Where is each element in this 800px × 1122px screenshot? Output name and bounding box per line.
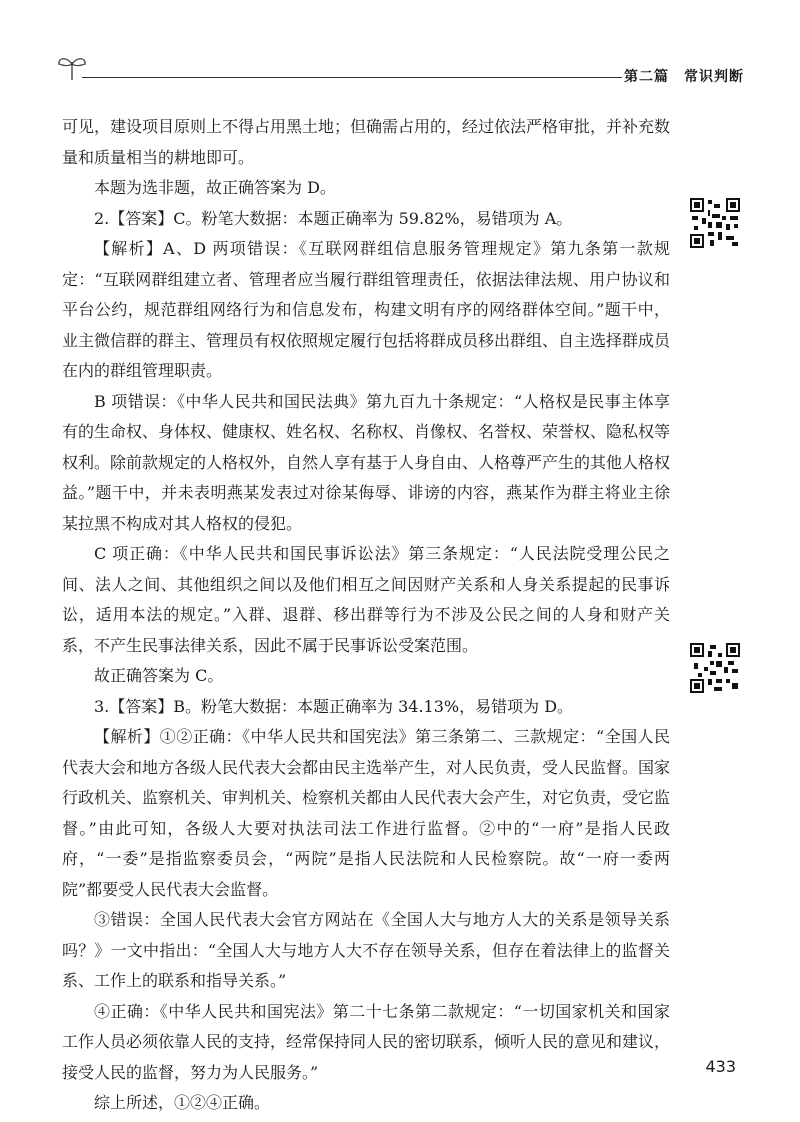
paragraph: 本题为选非题，故正确答案为 D。	[94, 178, 336, 197]
page-number: 433	[705, 1057, 736, 1076]
section-title: 第二篇 常识判断	[624, 69, 744, 85]
paragraph: B 项错误：《中华人民共和国民法典》第九百九十条规定：“人格权是民事主体享有的生命权、身体权、健康权、姓名权、名称权、肖像权、名誉权、荣誉权、隐私权等权利。除前款规定的人格权外，自然人享有基于人身自由、人格尊严产生的其他人格权益。”题干中，并未表明燕某发表过对徐某侮辱、诽谤的内容，燕某作为群主将业主徐某拉黑不构成对其人格权的侵犯。	[62, 391, 671, 533]
paragraph: 综上所述，①②④正确。	[94, 1093, 271, 1112]
header-rule	[82, 77, 622, 78]
paragraph: 故正确答案为 C。	[94, 666, 224, 685]
paragraph: ③错误：全国人民代表大会官方网站在《全国人大与地方人大的关系是领导关系吗？》一文中指出：“全国人大与地方人大不存在领导关系，但存在着法律上的监督关系、工作上的联系和指导关系。”	[62, 910, 670, 990]
answer-line: 3.【答案】B。粉笔大数据：本题正确率为 34.13%，易错项为 D。	[94, 696, 574, 716]
analysis-paragraph: 【解析】①②正确：《中华人民共和国宪法》第三条第二、三款规定：“全国人民代表大会和地方各级人民代表大会都由民主选举产生，对人民负责，受人民监督。国家行政机关、监察机关、审判机关、检察机关都由人民代表大会产生，对它负责，受它监督。”由此可知，各级人大要对执法司法工作进行监督。②中的“一府”是指人民政府，“一委”是指监察委员会，“两院”是指人民法院和人民检察院。故“一府一委两院”都要受人民代表大会监督。	[62, 727, 671, 899]
answer-line: 2.【答案】C。粉笔大数据：本题正确率为 59.82%，易错项为 A。	[94, 208, 573, 228]
analysis-paragraph: 【解析】A、D 两项错误：《互联网群组信息服务管理规定》第九条第一款规定：“互联网群组建立者、管理者应当履行群组管理责任，依据法律法规、用户协议和平台公约，规范群组网络行为和信息发布，构建文明有序的网络群体空间。”题干中，业主微信群的群主、管理员有权依照规定履行包括将群成员移出群组、自主选择群成员在内的群组管理职责。	[62, 239, 671, 380]
qr-code-icon[interactable]	[690, 643, 740, 693]
paragraph: ④正确：《中华人民共和国宪法》第二十七条第二款规定：“一切国家机关和国家工作人员必须依靠人民的支持，经常保持同人民的密切联系，倾听人民的意见和建议，接受人民的监督，努力为人民服务。”	[62, 1001, 671, 1082]
page-body	[62, 112, 670, 1119]
paragraph: C 项正确：《中华人民共和国民事诉讼法》第三条规定：“人民法院受理公民之间、法人之间、其他组织之间以及他们相互之间因财产关系和人身关系提起的民事诉讼，适用本法的规定。”入群、退群、移出群等行为不涉及公民之间的人身和财产关系，不产生民事法律关系，因此不属于民事诉讼受案范围。	[62, 544, 670, 655]
paragraph: 可见，建设项目原则上不得占用黑土地；但确需占用的，经过依法严格审批，并补充数量和质量相当的耕地即可。	[62, 117, 671, 167]
qr-code-icon[interactable]	[690, 198, 740, 248]
